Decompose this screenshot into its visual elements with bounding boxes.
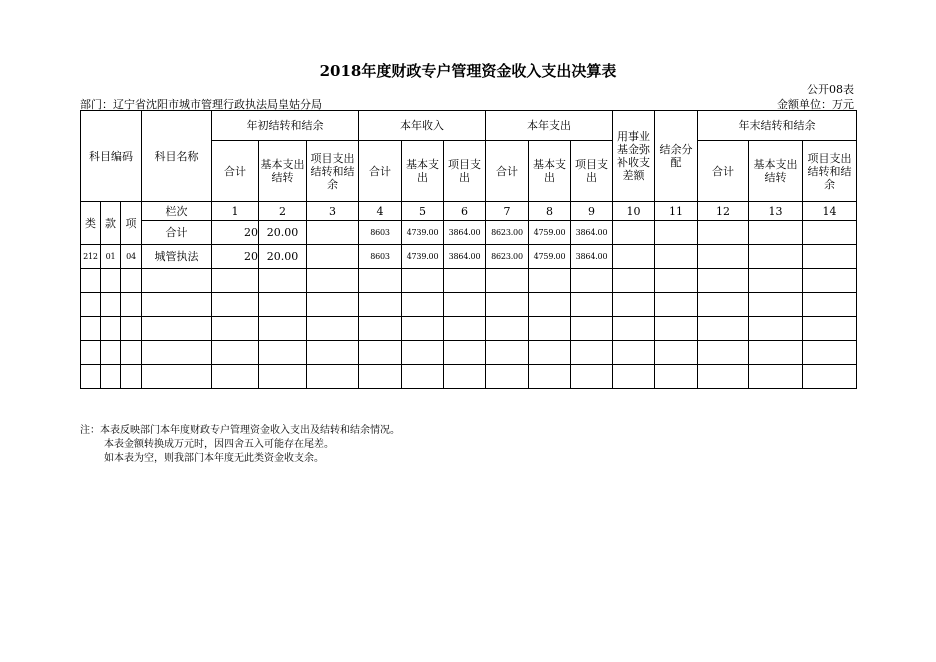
cell: 20 bbox=[212, 221, 259, 245]
header-group-end: 年末结转和结余 bbox=[698, 111, 857, 141]
header-inc-total: 合计 bbox=[359, 141, 402, 202]
cell: 4739.00 bbox=[402, 245, 444, 269]
col-number: 3 bbox=[307, 202, 359, 221]
empty-row bbox=[81, 269, 857, 293]
cell: 4739.00 bbox=[402, 221, 444, 245]
col-number: 9 bbox=[571, 202, 613, 221]
header-kuan: 款 bbox=[101, 202, 121, 245]
empty-row bbox=[81, 365, 857, 389]
header-exp-project: 项目支出 bbox=[571, 141, 613, 202]
report-title: 2018年度财政专户管理资金收入支出决算表 bbox=[319, 62, 617, 80]
header-code: 科目编码 bbox=[81, 111, 142, 202]
row-xiang: 04 bbox=[121, 245, 142, 269]
row-lei: 212 bbox=[81, 245, 101, 269]
row-name: 城管执法 bbox=[142, 245, 212, 269]
col-number: 1 bbox=[212, 202, 259, 221]
cell: 3864.00 bbox=[571, 221, 613, 245]
header-begin-total: 合计 bbox=[212, 141, 259, 202]
cell: 3864.00 bbox=[571, 245, 613, 269]
empty-row bbox=[81, 317, 857, 341]
form-number: 公开08表 bbox=[807, 83, 854, 96]
header-lanci: 栏次 bbox=[142, 202, 212, 221]
col-number: 4 bbox=[359, 202, 402, 221]
table-row bbox=[81, 245, 857, 269]
cell: 3864.00 bbox=[444, 245, 486, 269]
col-number: 10 bbox=[613, 202, 655, 221]
header-inc-basic: 基本支出 bbox=[402, 141, 444, 202]
cell: 8603 bbox=[359, 221, 402, 245]
cell bbox=[655, 245, 698, 269]
header-begin-basic: 基本支出结转 bbox=[259, 141, 307, 202]
cell: 4759.00 bbox=[529, 245, 571, 269]
footnotes bbox=[80, 424, 400, 466]
cell bbox=[803, 245, 857, 269]
footnote-1: 注：本表反映部门本年度财政专户管理资金收入支出及结转和结余情况。 bbox=[80, 425, 400, 436]
cell: 20 bbox=[212, 245, 259, 269]
col-number: 14 bbox=[803, 202, 857, 221]
cell: 20.00 bbox=[259, 245, 307, 269]
cell bbox=[307, 221, 359, 245]
cell: 8603 bbox=[359, 245, 402, 269]
cell: 4759.00 bbox=[529, 221, 571, 245]
header-name: 科目名称 bbox=[142, 111, 212, 202]
cell: 20.00 bbox=[259, 221, 307, 245]
col-number: 2 bbox=[259, 202, 307, 221]
cell bbox=[613, 221, 655, 245]
col-number: 11 bbox=[655, 202, 698, 221]
header-surplus: 结余分配 bbox=[655, 111, 698, 202]
cell bbox=[613, 245, 655, 269]
cell bbox=[698, 245, 749, 269]
total-row bbox=[81, 221, 857, 245]
col-number: 6 bbox=[444, 202, 486, 221]
cell bbox=[655, 221, 698, 245]
cell bbox=[803, 221, 857, 245]
header-subsidy: 用事业基金弥补收支差额 bbox=[613, 111, 655, 202]
cell bbox=[749, 221, 803, 245]
col-number: 7 bbox=[486, 202, 529, 221]
footnote-3: 如本表为空，则我部门本年度无此类资金收支余。 bbox=[104, 453, 324, 464]
footnote-2: 本表金额转换成万元时，因四舍五入可能存在尾差。 bbox=[104, 439, 334, 450]
header-exp-total: 合计 bbox=[486, 141, 529, 202]
col-number: 13 bbox=[749, 202, 803, 221]
header-row-1 bbox=[81, 111, 857, 141]
col-number: 8 bbox=[529, 202, 571, 221]
cell: 8623.00 bbox=[486, 221, 529, 245]
header-exp-basic: 基本支出 bbox=[529, 141, 571, 202]
cell: 8623.00 bbox=[486, 245, 529, 269]
cell bbox=[307, 245, 359, 269]
cell bbox=[698, 221, 749, 245]
total-label: 合计 bbox=[142, 221, 212, 245]
header-group-expense: 本年支出 bbox=[486, 111, 613, 141]
col-number: 12 bbox=[698, 202, 749, 221]
cell bbox=[749, 245, 803, 269]
header-begin-project: 项目支出结转和结余 bbox=[307, 141, 359, 202]
cell: 3864.00 bbox=[444, 221, 486, 245]
header-end-total: 合计 bbox=[698, 141, 749, 202]
header-group-income: 本年收入 bbox=[359, 111, 486, 141]
header-xiang: 项 bbox=[121, 202, 142, 245]
row-kuan: 01 bbox=[101, 245, 121, 269]
header-end-project: 项目支出结转和结余 bbox=[803, 141, 857, 202]
amount-unit: 金额单位：万元 bbox=[777, 98, 854, 111]
settlement-table bbox=[80, 110, 857, 389]
header-group-begin: 年初结转和结余 bbox=[212, 111, 359, 141]
lanci-row bbox=[81, 202, 857, 221]
header-lei: 类 bbox=[81, 202, 101, 245]
empty-row bbox=[81, 341, 857, 365]
col-number: 5 bbox=[402, 202, 444, 221]
department-label: 部门：辽宁省沈阳市城市管理行政执法局皇姑分局 bbox=[80, 98, 322, 111]
header-end-basic: 基本支出结转 bbox=[749, 141, 803, 202]
header-inc-project: 项目支出 bbox=[444, 141, 486, 202]
empty-row bbox=[81, 293, 857, 317]
